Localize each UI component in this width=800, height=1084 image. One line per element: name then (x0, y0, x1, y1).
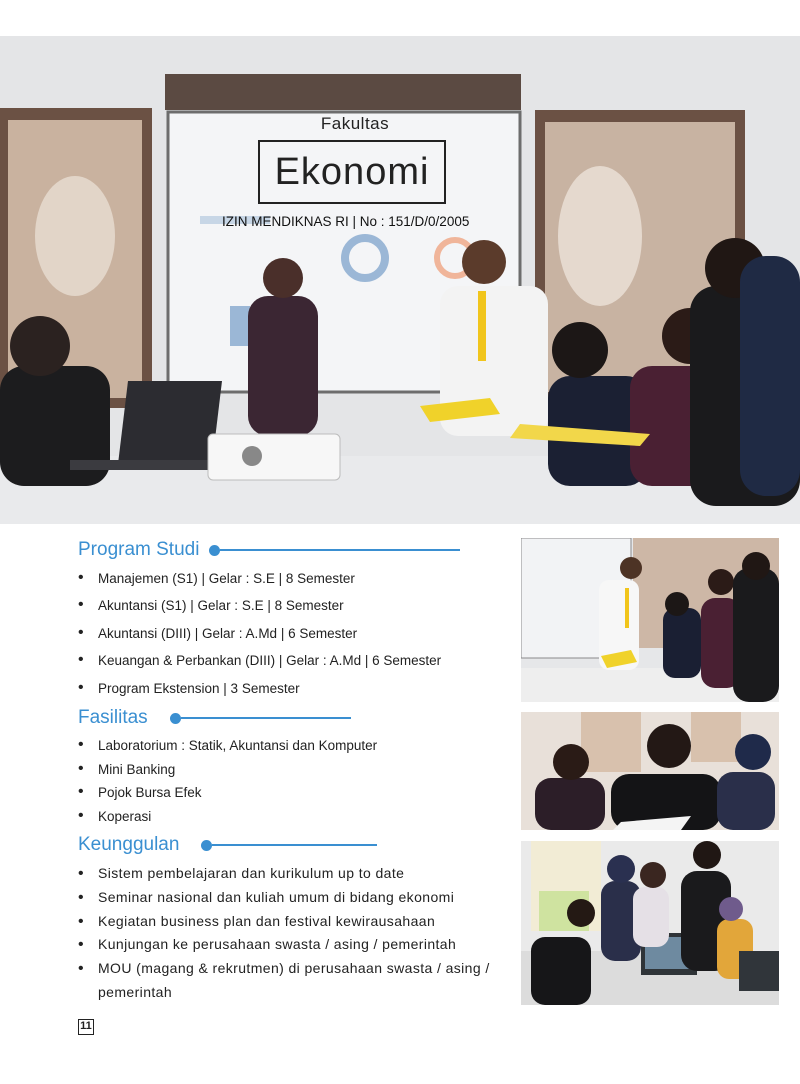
faculty-title: Ekonomi (274, 150, 430, 193)
program-studi-heading (78, 539, 460, 561)
list-item: • Laboratorium : Statik, Akuntansi dan Komputer (78, 737, 508, 761)
list-item: • Kunjungan ke perusahaan swasta / asing / pemerintah (78, 933, 510, 957)
list-item: • Akuntansi (DIII) | Gelar : A.Md | 6 Semester (78, 625, 508, 652)
list-item: • Manajemen (S1) | Gelar : S.E | 8 Semester (78, 570, 508, 597)
photo-students-group (521, 712, 779, 830)
list-item: • Koperasi (78, 808, 508, 832)
hero-title-block (0, 36, 800, 286)
heading-rule (220, 549, 460, 551)
list-item: • Kegiatan business plan dan festival kewirausahaan (78, 910, 510, 934)
keunggulan-list (78, 862, 510, 1005)
list-item: • Seminar nasional dan kuliah umum di bidang ekonomi (78, 886, 510, 910)
list-item: • MOU (magang & rekrutmen) di perusahaan swasta / asing / pemerintah (78, 957, 510, 1005)
heading-dot (209, 545, 220, 556)
heading-dot (170, 713, 181, 724)
keunggulan-heading (78, 834, 377, 856)
list-item: • Sistem pembelajaran dan kurikulum up to date (78, 862, 510, 886)
hero-photo (0, 36, 800, 524)
heading-rule (181, 717, 351, 719)
heading-rule (212, 844, 377, 846)
page-number: 11 (78, 1019, 94, 1035)
program-studi-list (78, 570, 508, 707)
list-item: • Program Ekstension | 3 Semester (78, 680, 508, 707)
faculty-title-box (258, 140, 446, 204)
photo-presentation (521, 538, 779, 702)
fasilitas-list (78, 737, 508, 831)
fasilitas-heading (78, 707, 351, 729)
faculty-label: Fakultas (320, 114, 390, 133)
heading-dot (201, 840, 212, 851)
license-text: IZIN MENDIKNAS RI | No : 151/D/0/2005 (222, 214, 470, 229)
list-item: • Mini Banking (78, 761, 508, 785)
fasilitas-title: Fasilitas (78, 707, 148, 728)
list-item: • Keuangan & Perbankan (DIII) | Gelar : A.Md | 6 Semester (78, 652, 508, 679)
photo-computer-lab (521, 841, 779, 1005)
list-item: • Pojok Bursa Efek (78, 784, 508, 808)
keunggulan-title: Keunggulan (78, 834, 180, 855)
list-item: • Akuntansi (S1) | Gelar : S.E | 8 Semester (78, 597, 508, 624)
program-studi-title: Program Studi (78, 539, 200, 560)
